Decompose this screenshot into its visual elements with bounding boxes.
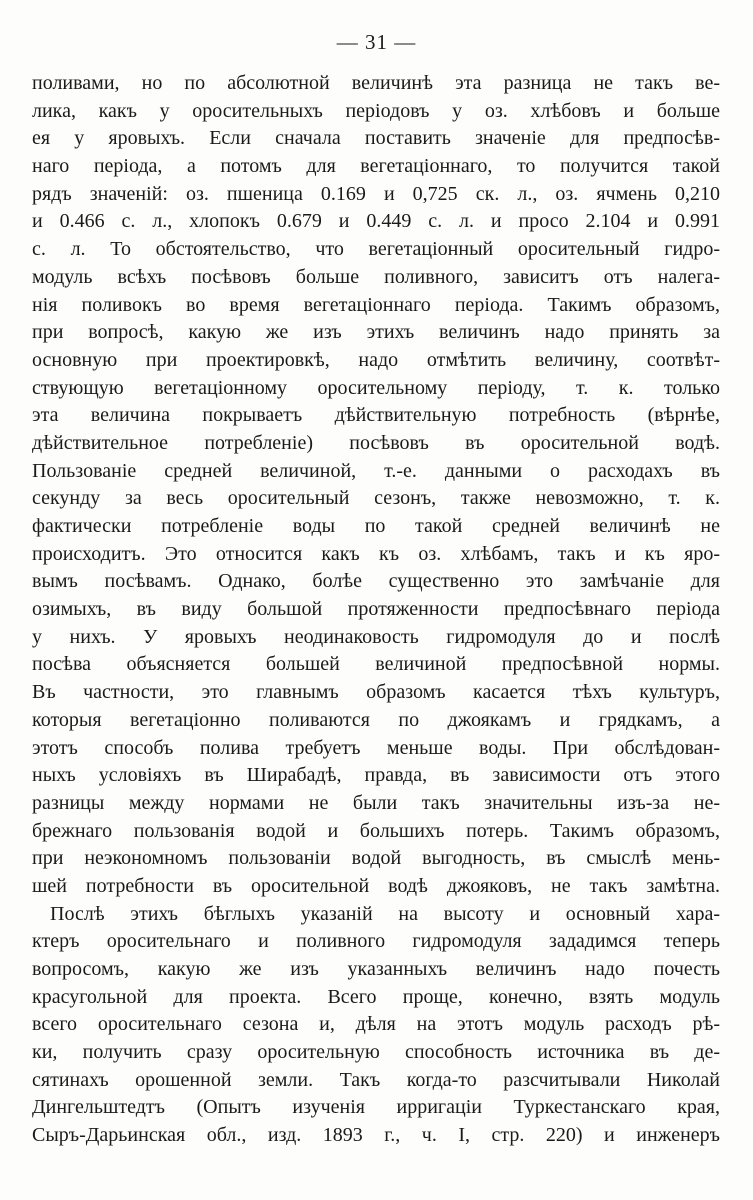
text-line: при вопросѣ, какую же изъ этихъ величинъ надо принять за (32, 321, 720, 344)
text-line: модуль всѣхъ посѣвовъ больше поливного, зависитъ отъ налега- (32, 265, 720, 288)
text-line: сятинахъ орошенной земли. Такъ когда-то разсчитывали Николай (32, 1068, 720, 1091)
paragraph-start-line: Послѣ этихъ бѣглыхъ указаній на высоту и основный хара- (50, 902, 720, 925)
text-line: ствующую вегетаціонному оросительному періоду, т. к. только (32, 376, 720, 399)
text-line: озимыхъ, въ виду большой протяженности предпосѣвнаго періода (32, 598, 720, 621)
text-line: ея у яровыхъ. Если сначала поставить значеніе для предпосѣв- (32, 127, 720, 150)
text-line: которыя вегетаціонно поливаются по джоякамъ и грядкамъ, а (32, 708, 720, 731)
text-line: у нихъ. У яровыхъ неодинаковость гидромодуля до и послѣ (32, 625, 720, 648)
text-line: посѣва объясняется большей величиной предпосѣвной нормы. (32, 653, 720, 676)
page-number: — 31 — (336, 30, 417, 54)
text-line: с. л. То обстоятельство, что вегетаціонный оросительный гидро- (32, 238, 720, 261)
text-line: Сыръ-Дарьинская обл., изд. 1893 г., ч. I, стр. 220) и инженеръ (32, 1124, 720, 1147)
text-line: поливами, но по абсолютной величинѣ эта разница не такъ ве- (32, 72, 720, 94)
text-line: и 0.466 с. л., хлопокъ 0.679 и 0.449 с. л. и просо 2.104 и 0.991 (32, 210, 720, 233)
text-line: при неэкономномъ пользованіи водой выгодность, въ смыслѣ мень- (32, 847, 720, 870)
text-line: основную при проектировкѣ, надо отмѣтить величину, соотвѣт- (32, 348, 720, 371)
text-line: рядъ значеній: оз. пшеница 0.169 и 0,725 ск. л., оз. ячмень 0,210 (32, 182, 720, 205)
text-line: красугольной для проекта. Всего проще, конечно, взять модуль (32, 985, 720, 1008)
text-line: этотъ способъ полива требуетъ меньше воды. При обслѣдован- (32, 736, 720, 759)
text-line: ныхъ условіяхъ въ Ширабадѣ, правда, въ зависимости отъ этого (32, 764, 720, 787)
text-line: вымъ посѣвамъ. Однако, болѣе существенно это замѣчаніе для (32, 570, 720, 593)
text-line: секунду за весь оросительный сезонъ, также невозможно, т. к. (32, 487, 720, 510)
text-line: ктеръ оросительнаго и поливного гидромодуля зададимся теперь (32, 930, 720, 953)
text-line: всего оросительнаго сезона и, дѣля на этотъ модуль расходъ рѣ- (32, 1013, 720, 1036)
text-line: лика, какъ у оросительныхъ періодовъ у оз. хлѣбовъ и больше (32, 99, 720, 122)
text-line: шей потребности въ оросительной водѣ джояковъ, не такъ замѣтна. (32, 874, 720, 897)
text-line: разницы между нормами не были такъ значительны изъ-за не- (32, 791, 720, 814)
text-line: дѣйствительное потребленіе) посѣвовъ въ оросительной водѣ. (32, 431, 720, 454)
text-line: Пользованіе средней величиной, т.-е. данными о расходахъ въ (32, 459, 720, 482)
text-line: фактически потребленіе воды по такой средней величинѣ не (32, 515, 720, 537)
text-line: Въ частности, это главнымъ образомъ касается тѣхъ культуръ, (32, 681, 720, 704)
body-text (32, 70, 720, 1150)
text-line: наго періода, а потомъ для вегетаціоннаго, то получится такой (32, 155, 720, 178)
text-line: происходитъ. Это относится какъ къ оз. хлѣбамъ, такъ и къ яро- (32, 542, 720, 565)
text-line: вопросомъ, какую же изъ указанныхъ величинъ надо почесть (32, 958, 720, 980)
text-line: ки, получить сразу оросительную способность источника въ де- (32, 1041, 720, 1064)
text-line: нія поливокъ во время вегетаціоннаго періода. Такимъ образомъ, (32, 293, 720, 316)
text-line: брежнаго пользованія водой и большихъ потерь. Такимъ образомъ, (32, 819, 720, 842)
text-line: Дингельштедтъ (Опытъ изученія ирригаціи Туркестанскаго края, (32, 1096, 720, 1119)
text-line: эта величина покрываетъ дѣйствительную потребность (вѣрнѣе, (32, 404, 720, 427)
